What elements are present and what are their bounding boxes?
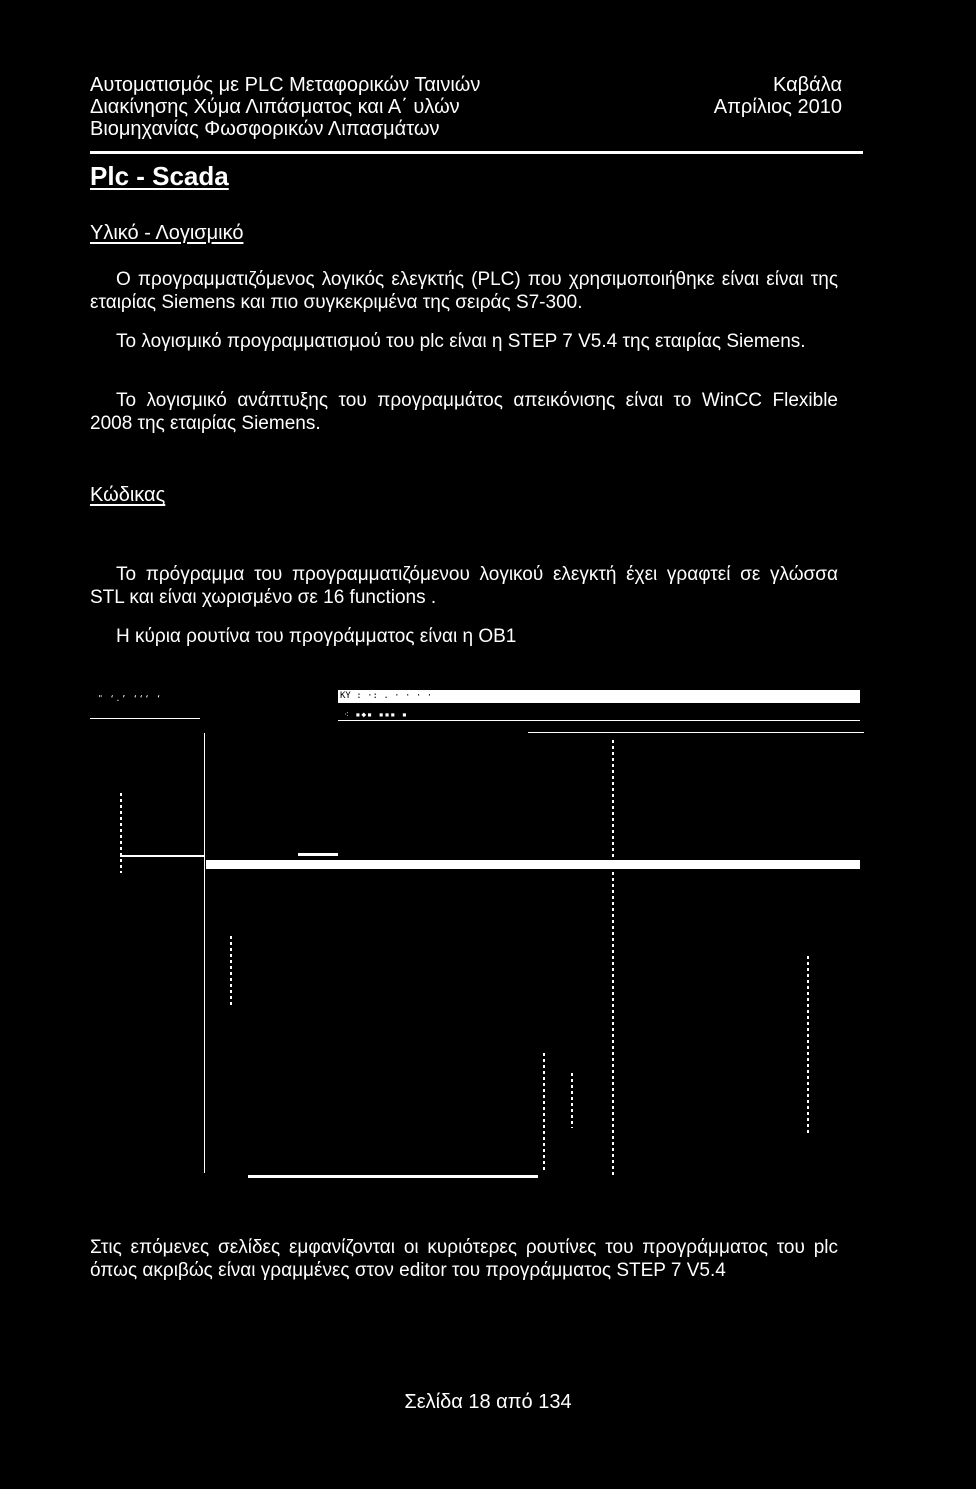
screenshot-status-bar <box>248 1175 538 1178</box>
header-right <box>714 74 842 118</box>
step7-screenshot <box>88 688 864 1188</box>
header-left-line-2: Διακίνησης Χύμα Λιπάσματος και Α΄ υλών <box>90 96 460 118</box>
header-location: Καβάλα <box>773 74 842 96</box>
screenshot-toolbar-text: ⁖ ▪◆▪ ▪▪▪ ▪ <box>344 710 408 719</box>
paragraph-step7: Το λογισμικό προγραμματισμού του plc είναι η STEP 7 V5.4 της εταιρίας Siemens. <box>116 331 806 352</box>
screenshot-menu-text: " ‘.’ ‘‘‘ ‘ <box>98 694 162 703</box>
screenshot-editor-header-bar <box>206 860 860 869</box>
paragraph-ob1: Η κύρια ρουτίνα του προγράμματος είναι η OB1 <box>116 626 517 647</box>
paragraph-wincc: Το λογισμικό ανάπτυξης του προγραμμάτος απεικόνισης είναι το WinCC Flexible 2008 της εταιρίας Siemens. <box>90 390 838 434</box>
page-number: Σελίδα 18 από 134 <box>404 1391 572 1413</box>
page-title: Plc - Scada <box>90 161 229 191</box>
screenshot-tree-divider <box>204 733 205 1173</box>
header-left-line-1: Αυτοματισμός με PLC Μεταφορικών Ταινιών <box>90 74 481 96</box>
header-left-line-3: Βιομηχανίας Φωσφορικών Λιπασμάτων <box>90 118 440 140</box>
screenshot-titlebar <box>338 690 860 703</box>
paragraph-plc: Ο προγραμματιζόμενος λογικός ελεγκτής (PLC) που χρησιμοποιήθηκε είναι είναι της εταιρίας Siemens και πιο συγκεκριμένα της σειράς S7-300. <box>90 269 838 313</box>
paragraph-next-pages: Στις επόμενες σελίδες εμφανίζονται οι κυριότερες ρουτίνες του προγράμματος του plc όπως ακριβώς είναι γραμμένες στον editor του προγράμματος STEP 7 V5.4 <box>90 1237 838 1281</box>
paragraph-program: Το πρόγραμμα του προγραμματιζόμενου λογικού ελεγκτή έχει γραφτεί σε γλώσσα STL και είναι χωρισμένο σε 16 functions . <box>90 564 838 608</box>
header-left <box>90 74 480 140</box>
header-date: Απρίλιος 2010 <box>713 96 842 118</box>
screenshot-title-text: KY : ·: . · · · · <box>340 691 433 701</box>
section-heading-materials: Υλικό - Λογισμικό <box>90 222 244 244</box>
screenshot-scrollbar <box>612 740 614 1176</box>
section-heading-code: Κώδικας <box>90 484 166 506</box>
header-divider <box>90 151 863 154</box>
